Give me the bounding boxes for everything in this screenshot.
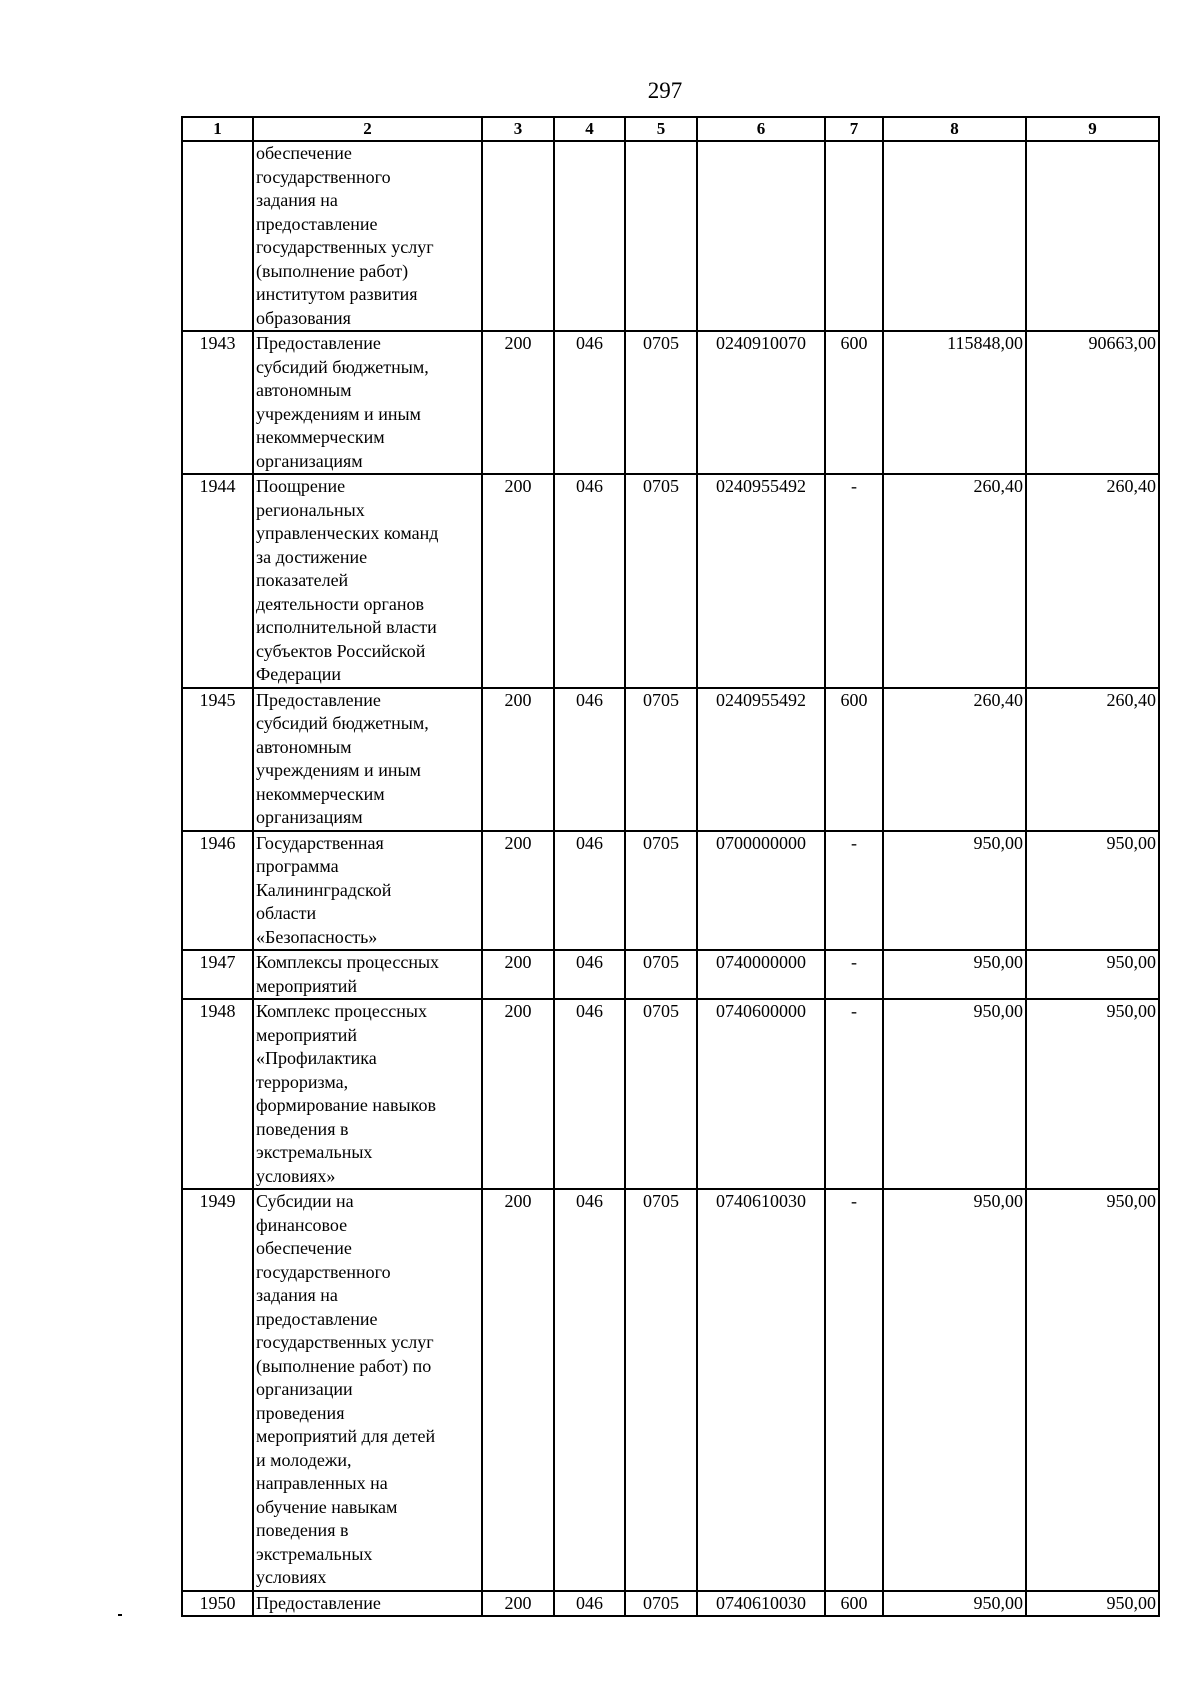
row-amount-9: 90663,00: [1026, 331, 1159, 474]
row-amount-8: 115848,00: [883, 331, 1026, 474]
table-row: [182, 999, 1159, 1189]
row-amount-8: 950,00: [883, 831, 1026, 951]
table-header: [182, 117, 1159, 141]
row-code-7: -: [825, 1189, 883, 1591]
table-body: [182, 141, 1159, 1616]
row-amount-9: 950,00: [1026, 999, 1159, 1189]
table-row: [182, 950, 1159, 999]
row-amount-9: 950,00: [1026, 1189, 1159, 1591]
row-code-3: 200: [482, 999, 554, 1189]
row-code-6: 0740000000: [697, 950, 825, 999]
row-code-5: 0705: [625, 688, 697, 831]
row-number: 1948: [182, 999, 253, 1189]
row-code-7: 600: [825, 331, 883, 474]
table-row: [182, 688, 1159, 831]
row-code-7: -: [825, 950, 883, 999]
table-row: [182, 831, 1159, 951]
row-code-5: 0705: [625, 1189, 697, 1591]
table-row: [182, 1189, 1159, 1591]
row-code-7: 600: [825, 688, 883, 831]
row-code-4: 046: [554, 331, 625, 474]
row-code-6: 0240955492: [697, 688, 825, 831]
row-number: [182, 141, 253, 331]
row-code-3: 200: [482, 1591, 554, 1617]
row-amount-8: 950,00: [883, 950, 1026, 999]
table-row: [182, 331, 1159, 474]
header-cell-1: 1: [182, 117, 253, 141]
row-code-6: 0240955492: [697, 474, 825, 688]
row-code-5: 0705: [625, 999, 697, 1189]
row-name: Предоставление субсидий бюджетным, автономным учреждениям и иным некоммерческим организациям: [253, 331, 482, 474]
row-code-7: [825, 141, 883, 331]
header-cell-8: 8: [883, 117, 1026, 141]
row-number: 1950: [182, 1591, 253, 1617]
row-name: Предоставление: [253, 1591, 482, 1617]
row-code-6: [697, 141, 825, 331]
scan-mark: [118, 1614, 122, 1616]
row-number: 1949: [182, 1189, 253, 1591]
row-amount-8: 260,40: [883, 474, 1026, 688]
row-code-5: 0705: [625, 474, 697, 688]
header-cell-2: 2: [253, 117, 482, 141]
row-number: 1946: [182, 831, 253, 951]
row-amount-8: 950,00: [883, 1189, 1026, 1591]
row-code-4: 046: [554, 1189, 625, 1591]
row-code-3: 200: [482, 950, 554, 999]
row-code-6: 0740610030: [697, 1189, 825, 1591]
row-name: Комплексы процессных мероприятий: [253, 950, 482, 999]
row-code-3: 200: [482, 474, 554, 688]
row-amount-9: 260,40: [1026, 688, 1159, 831]
header-cell-5: 5: [625, 117, 697, 141]
row-amount-8: 260,40: [883, 688, 1026, 831]
row-number: 1944: [182, 474, 253, 688]
row-name: Комплекс процессных мероприятий «Профилактика терроризма, формирование навыков поведения в экстремальных условиях»: [253, 999, 482, 1189]
table-row: [182, 474, 1159, 688]
row-code-4: 046: [554, 950, 625, 999]
row-amount-8: 950,00: [883, 1591, 1026, 1617]
row-code-5: 0705: [625, 331, 697, 474]
row-name: Государственная программа Калининградской области «Безопасность»: [253, 831, 482, 951]
row-code-3: 200: [482, 331, 554, 474]
row-name: Поощрение региональных управленческих команд за достижение показателей деятельности органов исполнительной власти субъектов Российской Федерации: [253, 474, 482, 688]
row-code-4: 046: [554, 1591, 625, 1617]
row-amount-9: 260,40: [1026, 474, 1159, 688]
row-code-5: [625, 141, 697, 331]
row-amount-9: 950,00: [1026, 831, 1159, 951]
table-row: [182, 141, 1159, 331]
row-number: 1943: [182, 331, 253, 474]
budget-table: [181, 116, 1160, 1617]
header-row: [182, 117, 1159, 141]
row-code-6: 0740600000: [697, 999, 825, 1189]
row-code-4: 046: [554, 999, 625, 1189]
row-code-5: 0705: [625, 1591, 697, 1617]
row-code-7: -: [825, 831, 883, 951]
row-code-7: 600: [825, 1591, 883, 1617]
row-amount-8: [883, 141, 1026, 331]
row-amount-9: [1026, 141, 1159, 331]
row-code-4: 046: [554, 688, 625, 831]
row-code-6: 0740610030: [697, 1591, 825, 1617]
page-number: 297: [647, 78, 683, 103]
row-code-4: [554, 141, 625, 331]
header-cell-3: 3: [482, 117, 554, 141]
header-cell-9: 9: [1026, 117, 1159, 141]
row-code-7: -: [825, 999, 883, 1189]
row-code-7: -: [825, 474, 883, 688]
row-code-6: 0700000000: [697, 831, 825, 951]
row-name: обеспечение государственного задания на предоставление государственных услуг (выполнение работ) институтом развития образования: [253, 141, 482, 331]
row-code-6: 0240910070: [697, 331, 825, 474]
row-code-3: [482, 141, 554, 331]
table-row: [182, 1591, 1159, 1617]
row-number: 1945: [182, 688, 253, 831]
row-code-4: 046: [554, 474, 625, 688]
header-cell-7: 7: [825, 117, 883, 141]
row-code-4: 046: [554, 831, 625, 951]
row-code-5: 0705: [625, 831, 697, 951]
row-code-3: 200: [482, 831, 554, 951]
row-code-5: 0705: [625, 950, 697, 999]
row-amount-8: 950,00: [883, 999, 1026, 1189]
row-number: 1947: [182, 950, 253, 999]
row-amount-9: 950,00: [1026, 1591, 1159, 1617]
row-name: Предоставление субсидий бюджетным, автономным учреждениям и иным некоммерческим организациям: [253, 688, 482, 831]
row-code-3: 200: [482, 1189, 554, 1591]
header-cell-4: 4: [554, 117, 625, 141]
row-code-3: 200: [482, 688, 554, 831]
row-name: Субсидии на финансовое обеспечение государственного задания на предоставление государственных услуг (выполнение работ) по организации проведения мероприятий для детей и молодежи, направленных на обучение навыкам поведения в экстремальных условиях: [253, 1189, 482, 1591]
header-cell-6: 6: [697, 117, 825, 141]
row-amount-9: 950,00: [1026, 950, 1159, 999]
